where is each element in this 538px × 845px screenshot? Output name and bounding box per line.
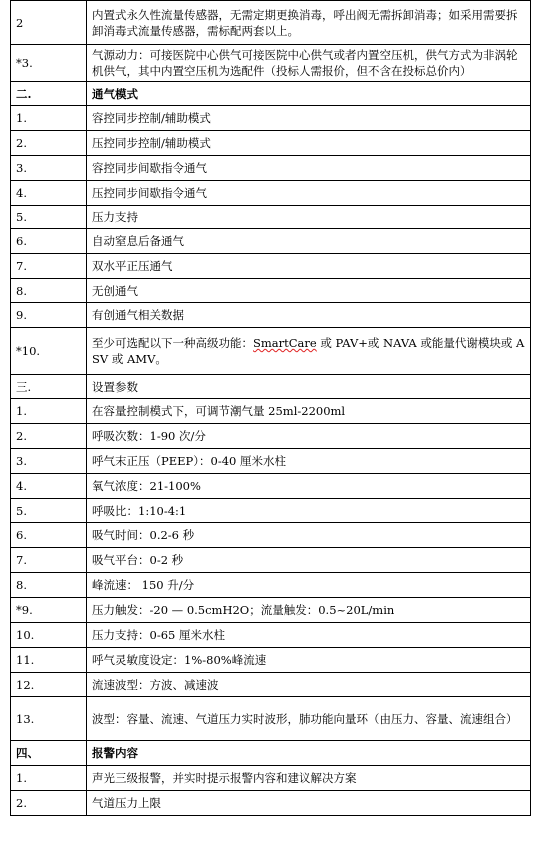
table-row bbox=[11, 45, 531, 82]
row-number: 9. bbox=[11, 303, 87, 328]
row-text: 流速波型：方波、减速波 bbox=[87, 673, 531, 697]
row-number: 3. bbox=[11, 449, 87, 474]
row-text: 容控同步间歇指令通气 bbox=[87, 156, 531, 181]
table-row bbox=[11, 131, 531, 156]
row-number: *10. bbox=[11, 328, 87, 375]
table-row bbox=[11, 697, 531, 741]
row-text: 内置式永久性流量传感器，无需定期更换消毒，呼出阀无需拆卸消毒；如采用需要拆卸消毒式流量传感器，需标配两套以上。 bbox=[87, 1, 531, 45]
row-text: 氧气浓度：21-100% bbox=[87, 474, 531, 499]
row-text: 通气模式 bbox=[87, 82, 531, 106]
table-row bbox=[11, 474, 531, 499]
table-row bbox=[11, 399, 531, 424]
row-number: 10. bbox=[11, 623, 87, 648]
table-row bbox=[11, 449, 531, 474]
row-number: 7. bbox=[11, 548, 87, 573]
table-row bbox=[11, 766, 531, 791]
spellcheck-underline: SmartCare bbox=[253, 336, 317, 350]
table-row bbox=[11, 106, 531, 131]
row-number: 2 bbox=[11, 1, 87, 45]
table-row bbox=[11, 673, 531, 697]
table-row bbox=[11, 548, 531, 573]
row-number: 5. bbox=[11, 206, 87, 229]
row-number: 13. bbox=[11, 697, 87, 741]
row-number: 2. bbox=[11, 131, 87, 156]
table-row bbox=[11, 181, 531, 206]
row-text: 有创通气相关数据 bbox=[87, 303, 531, 328]
table-row bbox=[11, 375, 531, 399]
row-number: 8. bbox=[11, 573, 87, 598]
row-number: *9. bbox=[11, 598, 87, 623]
table-row bbox=[11, 303, 531, 328]
table-row bbox=[11, 791, 531, 816]
row-text: 在容量控制模式下，可调节潮气量 25ml-2200ml bbox=[87, 399, 531, 424]
row-number: 1. bbox=[11, 399, 87, 424]
row-text: 压力触发：-20 — 0.5cmH2O；流量触发：0.5~20L/min bbox=[87, 598, 531, 623]
row-text: 报警内容 bbox=[87, 741, 531, 766]
row-text: 压力支持 bbox=[87, 206, 531, 229]
row-text: 呼吸比：1:10-4:1 bbox=[87, 499, 531, 523]
row-text: 气源动力：可接医院中心供气可接医院中心供气或者内置空压机，供气方式为非涡轮机供气，其中内置空压机为选配件（投标人需报价，但不含在投标总价内） bbox=[87, 45, 531, 82]
table-row bbox=[11, 279, 531, 303]
row-number: *3. bbox=[11, 45, 87, 82]
spec-table-body bbox=[11, 1, 531, 816]
table-row bbox=[11, 1, 531, 45]
row-number: 7. bbox=[11, 254, 87, 279]
row-number: 2. bbox=[11, 424, 87, 449]
table-row bbox=[11, 623, 531, 648]
row-number: 四、 bbox=[11, 741, 87, 766]
row-text: 压控同步间歇指令通气 bbox=[87, 181, 531, 206]
table-row bbox=[11, 254, 531, 279]
row-text: 自动窒息后备通气 bbox=[87, 229, 531, 254]
row-text: 呼气末正压（PEEP）：0-40 厘米水柱 bbox=[87, 449, 531, 474]
row-text: 设置参数 bbox=[87, 375, 531, 399]
row-number: 6. bbox=[11, 523, 87, 548]
row-text: 双水平正压通气 bbox=[87, 254, 531, 279]
row-number: 二. bbox=[11, 82, 87, 106]
row-text: 吸气时间：0.2-6 秒 bbox=[87, 523, 531, 548]
table-row bbox=[11, 741, 531, 766]
row-number: 1. bbox=[11, 106, 87, 131]
row-text: 呼气灵敏度设定：1%-80%峰流速 bbox=[87, 648, 531, 673]
row-number: 1. bbox=[11, 766, 87, 791]
row-number: 2. bbox=[11, 791, 87, 816]
table-row bbox=[11, 573, 531, 598]
row-number: 3. bbox=[11, 156, 87, 181]
table-row bbox=[11, 206, 531, 229]
row-text: 吸气平台：0-2 秒 bbox=[87, 548, 531, 573]
row-text: 声光三级报警，并实时提示报警内容和建议解决方案 bbox=[87, 766, 531, 791]
row-number: 4. bbox=[11, 181, 87, 206]
table-row bbox=[11, 82, 531, 106]
table-row bbox=[11, 328, 531, 375]
table-row bbox=[11, 648, 531, 673]
table-row bbox=[11, 229, 531, 254]
table-row bbox=[11, 156, 531, 181]
row-text: 呼吸次数：1-90 次/分 bbox=[87, 424, 531, 449]
table-row bbox=[11, 424, 531, 449]
row-text: 容控同步控制/辅助模式 bbox=[87, 106, 531, 131]
row-text: 波型：容量、流速、气道压力实时波形，肺功能向量环（由压力、容量、流速组合） bbox=[87, 697, 531, 741]
row-number: 5. bbox=[11, 499, 87, 523]
table-row bbox=[11, 598, 531, 623]
spec-table bbox=[10, 0, 531, 816]
row-text: 压力支持：0-65 厘米水柱 bbox=[87, 623, 531, 648]
row-text: 峰流速： 150 升/分 bbox=[87, 573, 531, 598]
table-row bbox=[11, 499, 531, 523]
row-text: 气道压力上限 bbox=[87, 791, 531, 816]
row-text: 压控同步控制/辅助模式 bbox=[87, 131, 531, 156]
table-row bbox=[11, 523, 531, 548]
row-number: 12. bbox=[11, 673, 87, 697]
row-number: 三. bbox=[11, 375, 87, 399]
row-number: 8. bbox=[11, 279, 87, 303]
row-text: 至少可选配以下一种高级功能：SmartCare 或 PAV+或 NAVA 或能量代谢模块或 ASV 或 AMV。 bbox=[87, 328, 531, 375]
row-text: 无创通气 bbox=[87, 279, 531, 303]
row-number: 4. bbox=[11, 474, 87, 499]
row-number: 11. bbox=[11, 648, 87, 673]
row-number: 6. bbox=[11, 229, 87, 254]
